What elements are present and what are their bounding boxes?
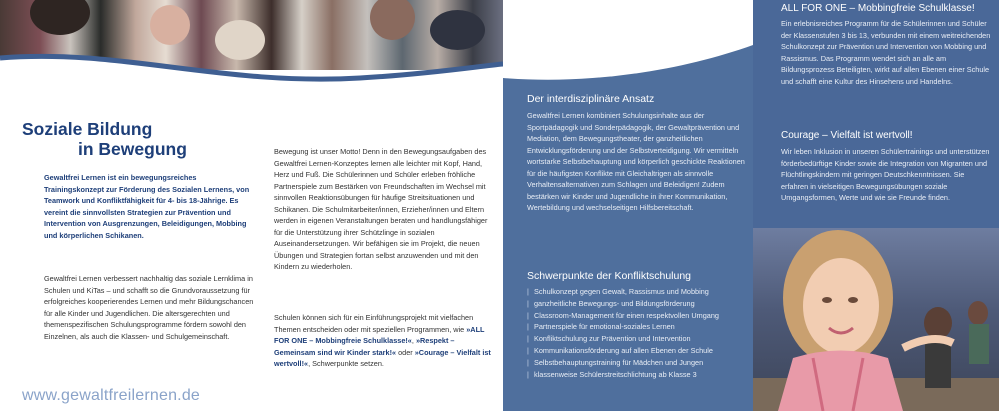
all-for-one-text: Ein erlebnisreiches Programm für die Schülerinnen und Schüler der Klassenstufen 3 bis 13, verbunden mit einem weitreichenden Schulkonzept zur Prävention und Intervention von Mobbing und Rassismus. Das Programm wendet sich an alle am Bildungsprozess Beteiligten, wirkt auf allen Ebenen einer Schule und schafft eine Kultur des Hinsehens und Handelns. [781,19,991,86]
page-title [22,119,252,159]
list-item: | Kommunikationsförderung auf allen Ebenen der Schule [527,345,749,357]
courage-text: Wir leben Inklusion in unseren Schülertrainings und unterstützen förderbedürftige Kinder sowie die Integration von Migranten und Flüchtlingskindern mit geringen Deutschkenntnissen. Sie erfahren in vielseitigen Bewegungsübungen soziale Umgangsformen, Werte und wie sie Freunde finden. [781,147,990,202]
approach-panel-wave [503,0,753,80]
girl-illustration [753,228,999,411]
approach-heading: Der interdisziplinäre Ansatz [527,93,655,105]
programs-text-start: Schulen können sich für ein Einführungsprojekt mit vielfachen Themen entscheiden oder mit speziellen Programmen, wie [274,313,474,334]
programs-paragraph [274,312,492,370]
movement-paragraph: Bewegung ist unser Motto! Denn in den Bewegungsaufgaben des Gewaltfrei Lernen-Konzeptes lernen alle leichter mit Kopf, Hand, Herz und Fuß. Die Schülerinnen und Schüler erleben fröhliche Partnerspiele zum Bestärken von Freundschaften im Wechsel mit sinnvollen Reaktionsübungen für häufige Streitsituationen und Schikanen. Die Schulmitarbeiter/innen, Erzieher/innen und Eltern werden in eigenen Veranstaltungen beraten und handlungsfähiger für die Unterstützung ihrer Schützlinge in sozialen Auseinandersetzungen. Wir befähigen sie im Projekt, die neuen Übungen und Strategien fortan selbst anzuwenden und mit den Kindern zu wiederholen. [274,147,488,271]
list-item: | Selbstbehauptungstraining für Mädchen und Jungen [527,357,749,369]
header-wave [0,48,503,88]
program-respekt: »Respekt – Gemeinsam sind wir Kinder stark!« [274,336,455,357]
approach-panel [503,0,753,411]
lead-paragraph: Gewaltfrei Lernen ist ein bewegungsreiches Trainingskonzept zur Förderung des Sozialen Lernens, von Teamwork und Konfliktfähigkeit für 4- bis 18-Jährige. Es vereint die sinnvollsten Strategien zur Prävention und Intervention von Ausgrenzungen, Beleidigungen, Mobbing und körperlichen Schikanen. [44,173,250,240]
program-all-for-one: »ALL FOR ONE – Mobbingfreie Schulklasse!« [274,324,485,345]
title-line-2: in Bewegung [78,139,187,159]
focus-heading: Schwerpunkte der Konfliktschulung [527,270,692,282]
programs-text-end: , Schwerpunkte setzen. [308,359,384,368]
list-item: | Konfliktschulung zur Prävention und Intervention [527,333,749,345]
title-line-1: Soziale Bildung [22,119,153,139]
programs-panel [753,0,999,411]
list-item: | klassenweise Schülerstreitschlichtung ab Klasse 3 [527,369,749,381]
list-item: | ganzheitliche Bewegungs- und Bildungsförderung [527,298,749,310]
approach-text: Gewaltfrei Lernen kombiniert Schulungsinhalte aus der Sportpädagogik und Sonderpädagogik, der Gewaltprävention und Mediation, dem Bewegungstheater, der ganzheitlichen Entwicklungsförderung und der Selbstverteidigung. Wir vermitteln wortstarke Selbstbehauptung und körperlich geschickte Reaktionen für die häufigsten Konflikte mit Gleichaltrigen als sinnvolle Verhaltensalternativen zum Schlagen und Beleidigen! Zudem bestärken wir Kinder und Jugendliche in ihrer Kommunikation, Wertebildung und wechselseitigen Hilfsbereitschaft. [527,111,745,212]
focus-list [527,286,749,380]
courage-heading: Courage – Vielfalt ist wertvoll! [781,130,913,141]
intro-paragraph: Gewaltfrei Lernen verbessert nachhaltig das soziale Lernklima in Schulen und KiTas – und schafft so die Grundvoraussetzung für erfolgreiches kooperierendes Lernen und mehr Bildungschancen für alle Kinder und Jugendlichen. Die altersgerechten und themenspezifischen Schulungsprogramme fördern sowohl den Einzelnen, als auch die Klassen- und Schulgemeinschaft. [44,274,254,341]
programs-sep-2: oder [396,347,415,357]
list-item: | Partnerspiele für emotional-soziales Lernen [527,321,749,333]
children-photo [753,228,999,411]
list-item: | Classroom-Management für einen respektvollen Umgang [527,310,749,322]
website-link[interactable]: www.gewaltfreilernen.de [22,387,201,404]
all-for-one-heading: ALL FOR ONE – Mobbingfreie Schulklasse! [781,3,975,14]
programs-sep-1: , [411,336,416,345]
program-courage: »Courage – Vielfalt ist wertvoll!« [274,347,491,368]
list-item: | Schulkonzept gegen Gewalt, Rassismus und Mobbing [527,286,749,298]
